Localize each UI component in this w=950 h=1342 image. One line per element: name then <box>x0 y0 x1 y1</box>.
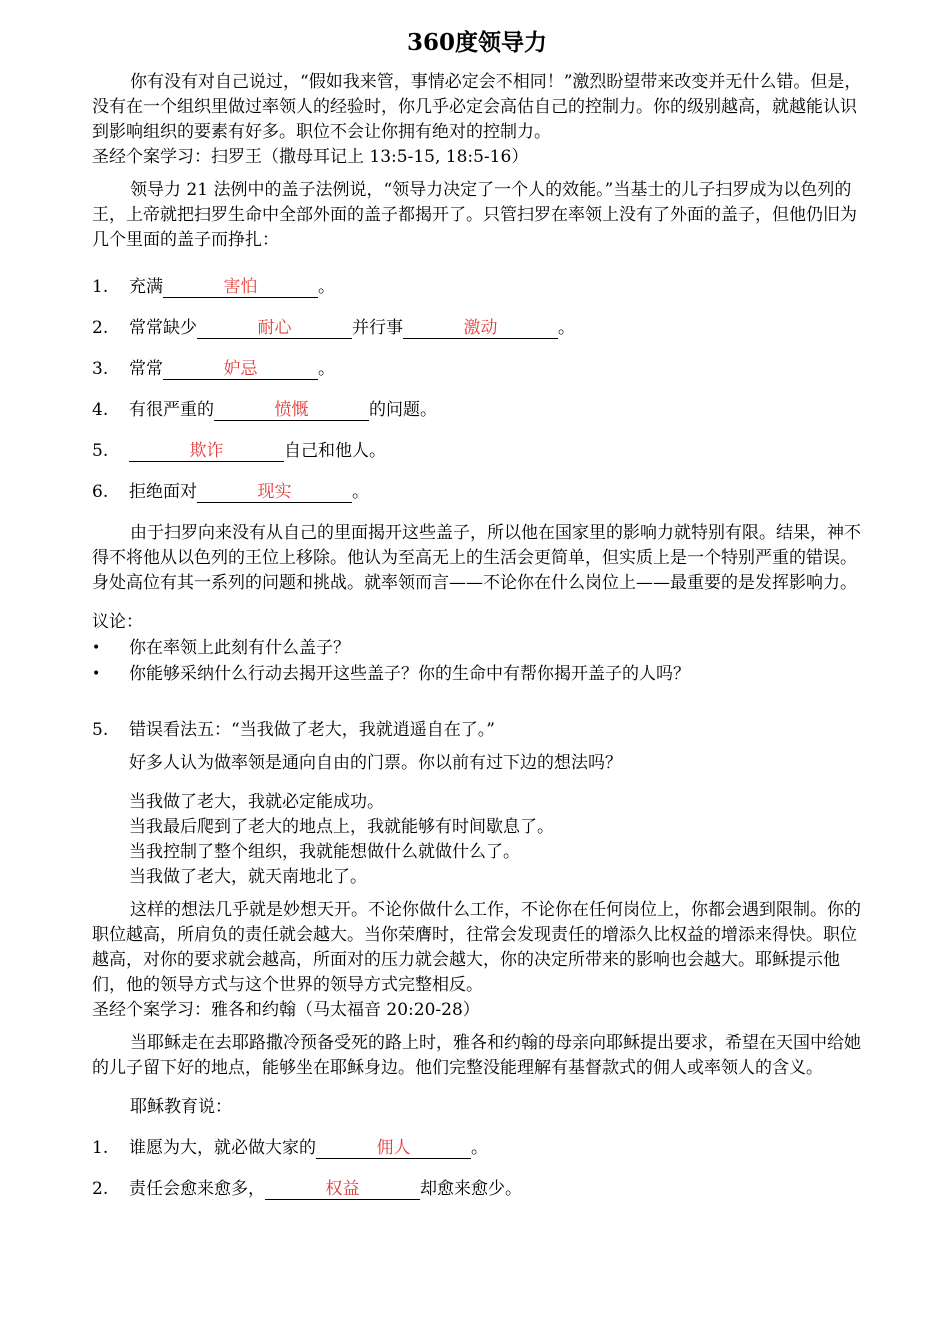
answer-blank: 害怕 <box>163 277 318 298</box>
list-item <box>92 349 862 390</box>
answer-blank: 激动 <box>403 318 558 339</box>
thought-line: 当我做了老大，就天南地北了。 <box>129 867 367 887</box>
thought-line: 当我最后爬到了老大的地点上，我就能够有时间歇息了。 <box>129 817 554 837</box>
myth-five-heading <box>92 717 862 743</box>
lid-law-paragraph: 领导力 21 法例中的盖子法例说，“领导力决定了一个人的效能。”当基士的儿子扫罗成为以色列的王，上帝就把扫罗生命中全部外面的盖子都揭开了。只管扫罗在率领上没有了外面的盖子，但他仍旧为几个里面的盖子而挣扎： <box>92 180 857 250</box>
item-text-before: 常常缺少 <box>129 318 197 338</box>
item-number: 6. <box>92 482 109 502</box>
saul-conclusion-paragraph: 由于扫罗向来没有从自己的里面揭开这些盖子，所以他在国家里的影响力就特别有限。结果，神不得不将他从以色列的王位上移除。他认为至高无上的生活会更简单，但实质上是一个特别严重的错误。身处高位有其一系列的问题和挑战。就率领而言——不论你在什么岗位上——最重要的是发挥影响力。 <box>92 523 861 593</box>
discussion-question: 你能够采纳什么行动去揭开这些盖子？你的生命中有帮你揭开盖子的人吗？ <box>129 664 690 684</box>
item-text-before: 充满 <box>129 277 163 297</box>
saul-lids-list <box>92 267 862 513</box>
item-text-before: 有很严重的 <box>129 400 214 420</box>
answer-blank: 愤慨 <box>214 400 369 421</box>
item-number: 3. <box>92 359 109 379</box>
list-item <box>92 267 862 308</box>
case-study-saul: 圣经个案学习：扫罗王（撒母耳记上 13:5-15, 18:5-16） <box>92 147 529 167</box>
item-number: 5. <box>92 720 109 740</box>
list-item <box>92 635 862 661</box>
item-text-after: 。 <box>318 277 335 297</box>
item-number: 4. <box>92 400 109 420</box>
thought-line: 当我控制了整个组织，我就能想做什么就做什么了。 <box>129 842 520 862</box>
item-text-after: 。 <box>558 318 575 338</box>
answer-blank: 欺诈 <box>129 441 284 462</box>
bullet-icon: • <box>92 666 101 682</box>
item-number: 1. <box>92 1138 109 1158</box>
item-number: 5. <box>92 441 109 461</box>
answer-blank: 佣人 <box>316 1138 471 1159</box>
thought-line: 当我做了老大，我就必定能成功。 <box>129 792 384 812</box>
jesus-taught-label: 耶稣教育说： <box>130 1097 232 1117</box>
item-text-after: 却愈来愈少。 <box>420 1179 522 1199</box>
answer-blank: 妒忌 <box>163 359 318 380</box>
james-john-paragraph: 当耶稣走在去耶路撒冷预备受死的路上时，雅各和约翰的母亲向耶稣提出要求，希望在天国中给她的儿子留下好的地点，能够坐在耶稣身边。他们完整没能理解有基督款式的佣人或率领人的含义。 <box>92 1033 861 1078</box>
discussion-list <box>92 635 862 687</box>
item-number: 2. <box>92 318 109 338</box>
discussion-label: 议论： <box>92 612 143 632</box>
myth-five-body <box>92 751 862 890</box>
item-text-before: 拒绝面对 <box>129 482 197 502</box>
jesus-teaching-list <box>92 1128 862 1210</box>
discussion-question: 你在率领上此刻有什么盖子？ <box>129 638 350 658</box>
item-text-before: 责任会愈来愈多， <box>129 1179 265 1199</box>
list-item <box>92 308 862 349</box>
list-item <box>92 1128 862 1169</box>
item-text-before: 谁愿为大，就必做大家的 <box>129 1138 316 1158</box>
item-text-before: 常常 <box>129 359 163 379</box>
fantasy-paragraph: 这样的想法几乎就是妙想天开。不论你做什么工作，不论你在任何岗位上，你都会遇到限制。你的职位越高，所肩负的责任就会越大。当你荣膺时，往常会发现责任的增添久比权益的增添来得快。职位越高，对你的要求就会越高，所面对的压力就会越大，你的决定所带来的影响也会越大。耶稣提示他们，他的领导方式与这个世界的领导方式完整相反。 <box>92 900 861 995</box>
answer-blank: 耐心 <box>197 318 352 339</box>
item-text-after: 自己和他人。 <box>284 441 386 461</box>
page-title: 360度领导力 <box>406 29 547 56</box>
item-text-middle: 并行事 <box>352 318 403 338</box>
document-page <box>92 28 862 1210</box>
item-text-after: 。 <box>471 1138 488 1158</box>
list-item <box>92 661 862 687</box>
myth-five-question: 好多人认为做率领是通向自由的门票。你以前有过下边的想法吗？ <box>129 753 622 773</box>
answer-blank: 权益 <box>265 1179 420 1200</box>
intro-paragraph: 你有没有对自己说过，“假如我来管，事情必定会不相同！”激烈盼望带来改变并无什么错。但是，没有在一个组织里做过率领人的经验时，你几乎必定会高估自己的控制力。你的级别越高，就越能认识到影响组织的要素有好多。职位不会让你拥有绝对的控制力。 <box>92 72 862 142</box>
item-number: 2. <box>92 1179 109 1199</box>
list-item <box>92 1169 862 1210</box>
list-item <box>92 390 862 431</box>
myth-five-title: 错误看法五：“当我做了老大，我就逍遥自在了。” <box>129 720 495 740</box>
list-item <box>92 472 862 513</box>
answer-blank: 现实 <box>197 482 352 503</box>
list-item <box>92 431 862 472</box>
item-number: 1. <box>92 277 109 297</box>
item-text-after: 。 <box>352 482 369 502</box>
case-study-james-john: 圣经个案学习：雅各和约翰（马太福音 20:20-28） <box>92 1000 480 1020</box>
item-text-after: 。 <box>318 359 335 379</box>
item-text-after: 的问题。 <box>369 400 437 420</box>
bullet-icon: • <box>92 640 101 656</box>
